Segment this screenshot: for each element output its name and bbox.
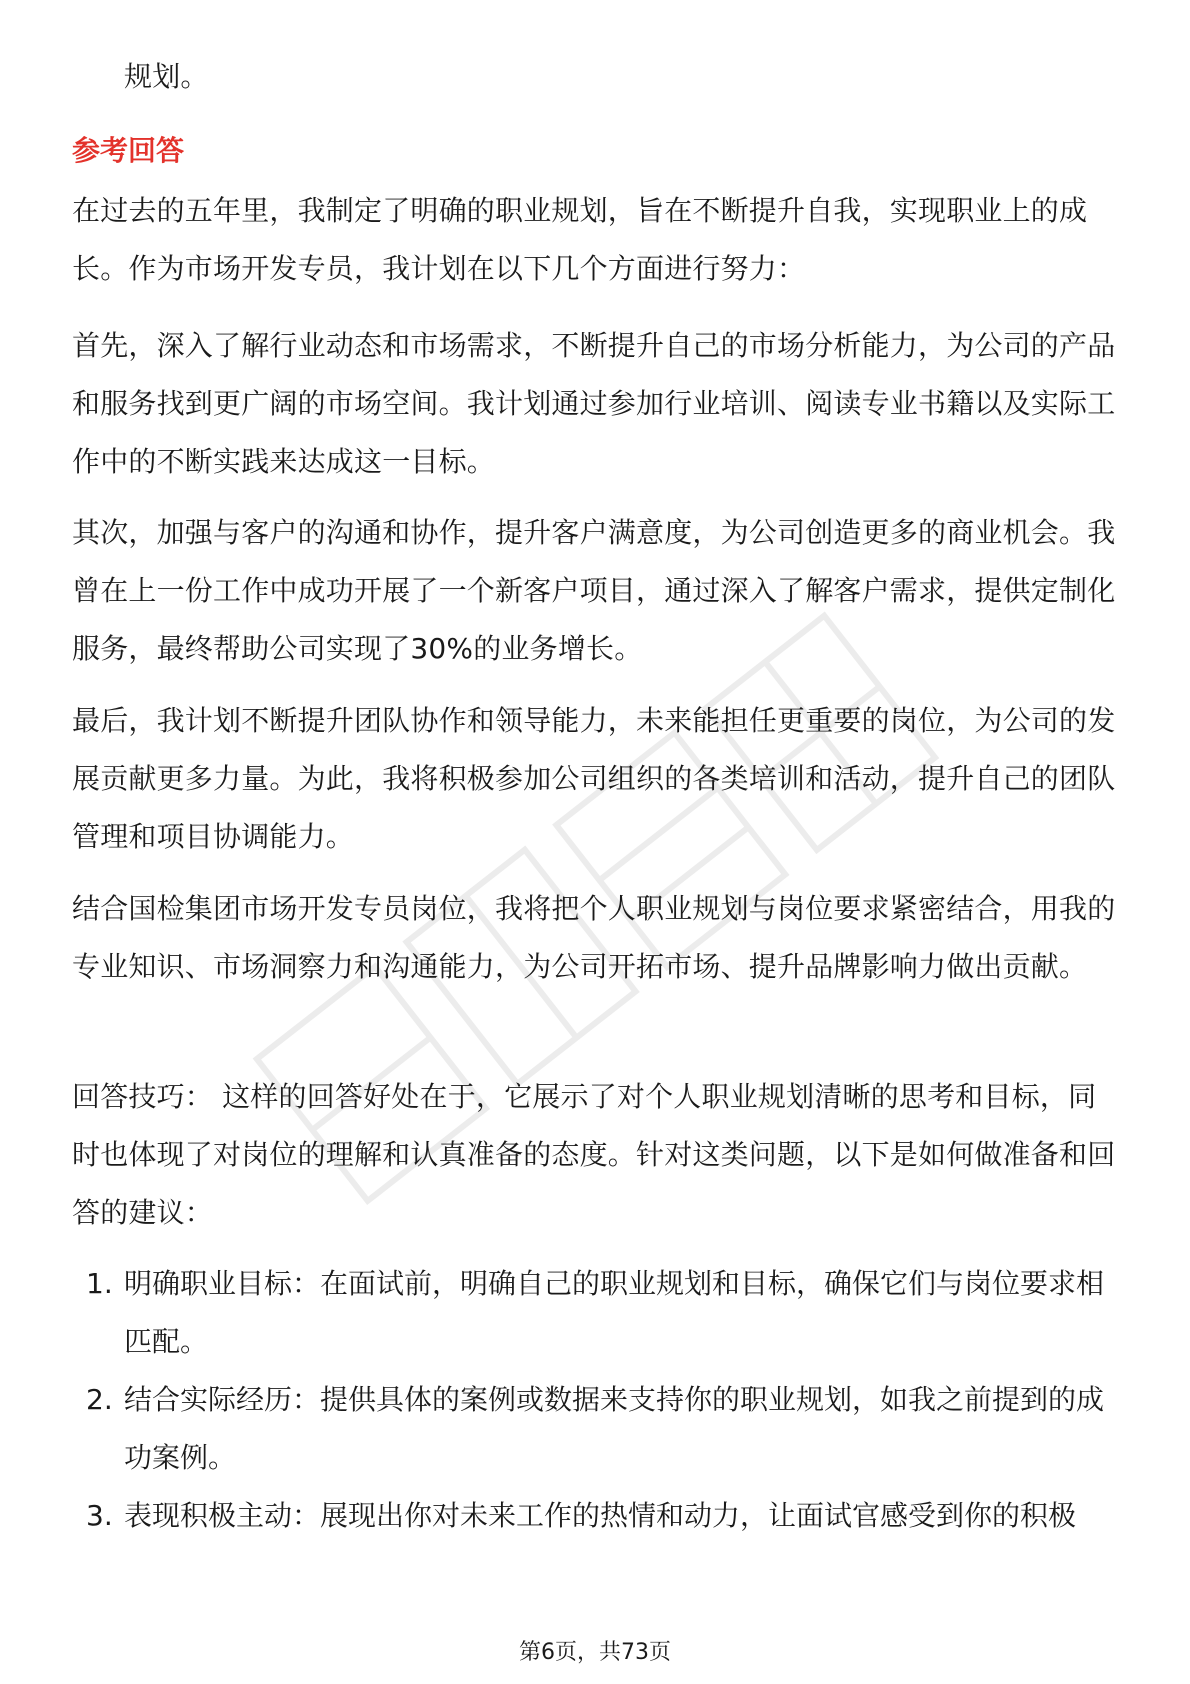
list-item — [72, 1255, 1122, 1371]
paragraph-tips: 回答技巧： 这样的回答好处在于，它展示了对个人职业规划清晰的思考和目标，同时也体现了对岗位的理解和认真准备的态度。针对这类问题，以下是如何做准备和回答的建议： — [72, 1080, 1116, 1229]
paragraph-conclusion: 结合国检集团市场开发专员岗位，我将把个人职业规划与岗位要求紧密结合，用我的专业知识、市场洞察力和沟通能力，为公司开拓市场、提升品牌影响力做出贡献。 — [72, 892, 1116, 983]
list-item-number: 3. — [86, 1499, 113, 1532]
paragraph-last: 最后，我计划不断提升团队协作和领导能力，未来能担任更重要的岗位，为公司的发展贡献更多力量。为此，我将积极参加公司组织的各类培训和活动，提升自己的团队管理和项目协调能力。 — [72, 704, 1116, 853]
section-heading: 参考回答 — [72, 134, 185, 167]
paragraph-second: 其次，加强与客户的沟通和协作，提升客户满意度，为公司创造更多的商业机会。我曾在上一份工作中成功开展了一个新客户项目，通过深入了解客户需求，提供定制化服务，最终帮助公司实现了30%的业务增长。 — [72, 516, 1116, 665]
paragraph-first: 首先，深入了解行业动态和市场需求，不断提升自己的市场分析能力，为公司的产品和服务找到更广阔的市场空间。我计划通过参加行业培训、阅读专业书籍以及实际工作中的不断实践来达成这一目标。 — [72, 329, 1116, 478]
list-item — [72, 1487, 1122, 1545]
list-item-text: 明确职业目标：在面试前，明确自己的职业规划和目标，确保它们与岗位要求相匹配。 — [124, 1267, 1105, 1358]
tips-list — [72, 1255, 1122, 1545]
list-item — [72, 1371, 1122, 1487]
list-item-number: 2. — [86, 1383, 113, 1416]
list-item-number: 1. — [86, 1267, 113, 1300]
paragraph-intro: 在过去的五年里，我制定了明确的职业规划，旨在不断提升自我，实现职业上的成长。作为市场开发专员，我计划在以下几个方面进行努力： — [72, 194, 1088, 285]
page-footer: 第6页，共73页 — [519, 1640, 671, 1665]
continuation-text: 规划。 — [124, 60, 209, 93]
list-item-text: 表现积极主动：展现出你对未来工作的热情和动力，让面试官感受到你的积极 — [124, 1499, 1077, 1532]
list-item-text: 结合实际经历：提供具体的案例或数据来支持你的职业规划，如我之前提到的成功案例。 — [124, 1383, 1105, 1474]
